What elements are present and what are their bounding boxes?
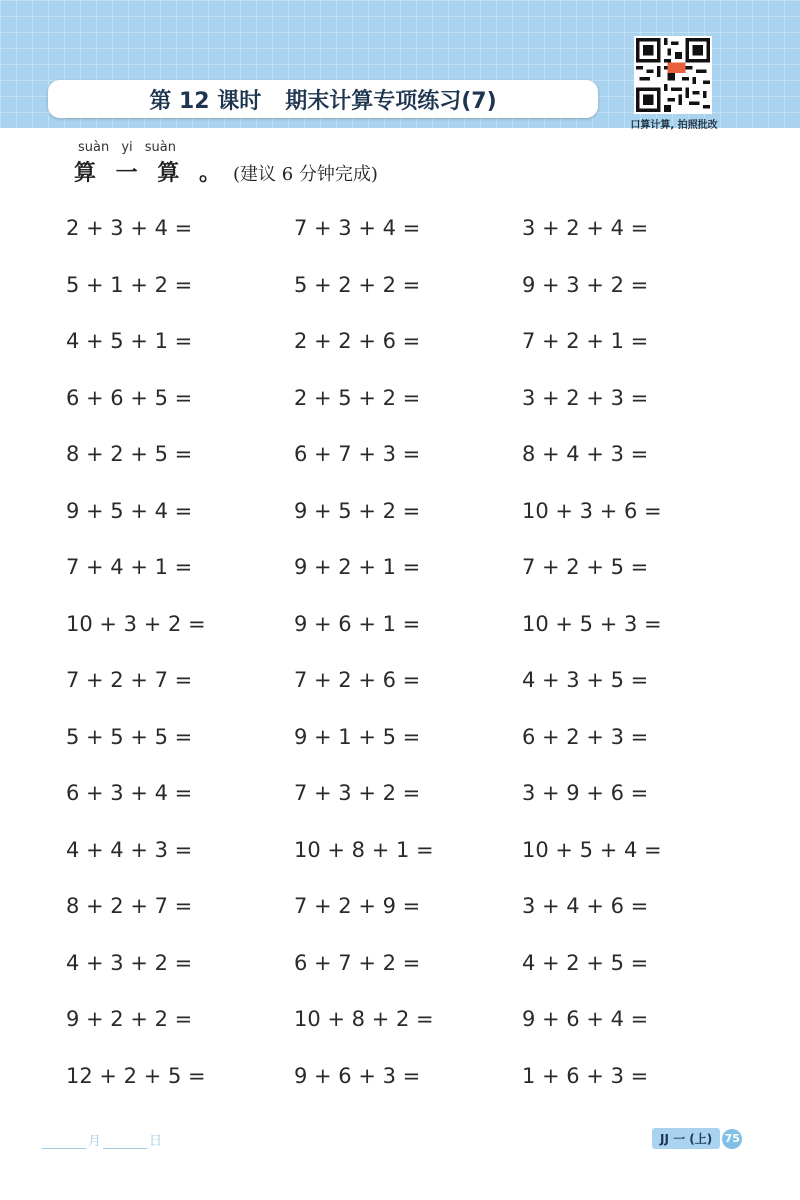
equation: 4 + 2 + 5 = xyxy=(522,950,649,975)
equation: 2 + 3 + 4 = xyxy=(66,216,193,240)
equation: 2 + 5 + 2 = xyxy=(294,385,421,410)
qr-caption: 口算计算, 拍照批改 xyxy=(630,120,718,131)
equation: 9 + 5 + 4 = xyxy=(66,498,193,523)
equation: 9 + 2 + 1 = xyxy=(294,555,421,579)
equation: 4 + 3 + 5 = xyxy=(522,668,649,692)
equation: 2 + 2 + 6 = xyxy=(294,329,421,353)
month-label: 月 xyxy=(88,1134,102,1149)
equation: 1 + 6 + 3 = xyxy=(522,1063,649,1088)
equation: 6 + 2 + 3 = xyxy=(522,724,649,749)
equation: 9 + 6 + 3 = xyxy=(294,1063,421,1088)
equation: 7 + 4 + 1 = xyxy=(66,555,193,579)
equation: 3 + 2 + 3 = xyxy=(522,385,649,410)
day-label: 日 xyxy=(149,1134,163,1149)
page-footer xyxy=(652,1128,742,1149)
equation: 3 + 4 + 6 = xyxy=(522,894,649,918)
equation: 7 + 3 + 4 = xyxy=(294,216,421,240)
equation: 6 + 7 + 2 = xyxy=(294,950,421,975)
equation: 7 + 2 + 1 = xyxy=(522,329,649,353)
title-bar xyxy=(48,80,598,118)
equation: 7 + 2 + 7 = xyxy=(66,668,193,692)
equation: 4 + 5 + 1 = xyxy=(66,329,193,353)
equation: 3 + 2 + 4 = xyxy=(522,216,649,240)
equation: 8 + 2 + 7 = xyxy=(66,894,193,918)
page-number: 75 xyxy=(722,1129,742,1149)
equation: 3 + 9 + 6 = xyxy=(522,781,649,805)
lesson-number: 第 12 课时 xyxy=(149,88,262,114)
equation: 5 + 5 + 5 = xyxy=(66,724,193,749)
instruction xyxy=(74,156,378,187)
equation: 10 + 5 + 3 = xyxy=(522,611,662,636)
month-blank[interactable] xyxy=(42,1134,86,1149)
equation: 9 + 2 + 2 = xyxy=(66,1007,193,1031)
equation: 9 + 5 + 2 = xyxy=(294,498,421,523)
equation: 10 + 3 + 6 = xyxy=(522,498,662,523)
grade-label: JJ 一 (上) xyxy=(652,1128,720,1149)
equation: 10 + 3 + 2 = xyxy=(66,611,206,636)
equation: 9 + 1 + 5 = xyxy=(294,724,421,749)
equation: 9 + 6 + 4 = xyxy=(522,1007,649,1031)
equation: 12 + 2 + 5 = xyxy=(66,1063,206,1088)
equation: 10 + 8 + 1 = xyxy=(294,837,434,862)
equation: 8 + 4 + 3 = xyxy=(522,442,649,466)
day-blank[interactable] xyxy=(103,1134,147,1149)
equation: 7 + 2 + 9 = xyxy=(294,894,421,918)
equation: 9 + 3 + 2 = xyxy=(522,272,649,297)
equation: 6 + 6 + 5 = xyxy=(66,385,193,410)
instruction-pinyin: suàn yi suàn xyxy=(78,140,177,155)
equation: 7 + 3 + 2 = xyxy=(294,781,421,805)
equation: 5 + 2 + 2 = xyxy=(294,272,421,297)
equation: 8 + 2 + 5 = xyxy=(66,442,193,466)
equation: 6 + 3 + 4 = xyxy=(66,781,193,805)
equation: 7 + 2 + 6 = xyxy=(294,668,421,692)
equation: 10 + 5 + 4 = xyxy=(522,837,662,862)
equation: 7 + 2 + 5 = xyxy=(522,555,649,579)
header-band xyxy=(0,0,800,131)
equation: 9 + 6 + 1 = xyxy=(294,611,421,636)
date-line xyxy=(42,1130,162,1149)
instruction-main: 算 一 算 。 xyxy=(74,160,227,186)
equation: 4 + 4 + 3 = xyxy=(66,837,193,862)
equation: 10 + 8 + 2 = xyxy=(294,1007,434,1031)
equation: 5 + 1 + 2 = xyxy=(66,272,193,297)
equation: 4 + 3 + 2 = xyxy=(66,950,193,975)
qr-code-icon[interactable] xyxy=(634,36,712,114)
instruction-note: (建议 6 分钟完成) xyxy=(232,164,378,185)
problem-grid xyxy=(66,206,750,1110)
equation: 6 + 7 + 3 = xyxy=(294,442,421,466)
page-title: 期末计算专项练习(7) xyxy=(285,88,497,114)
